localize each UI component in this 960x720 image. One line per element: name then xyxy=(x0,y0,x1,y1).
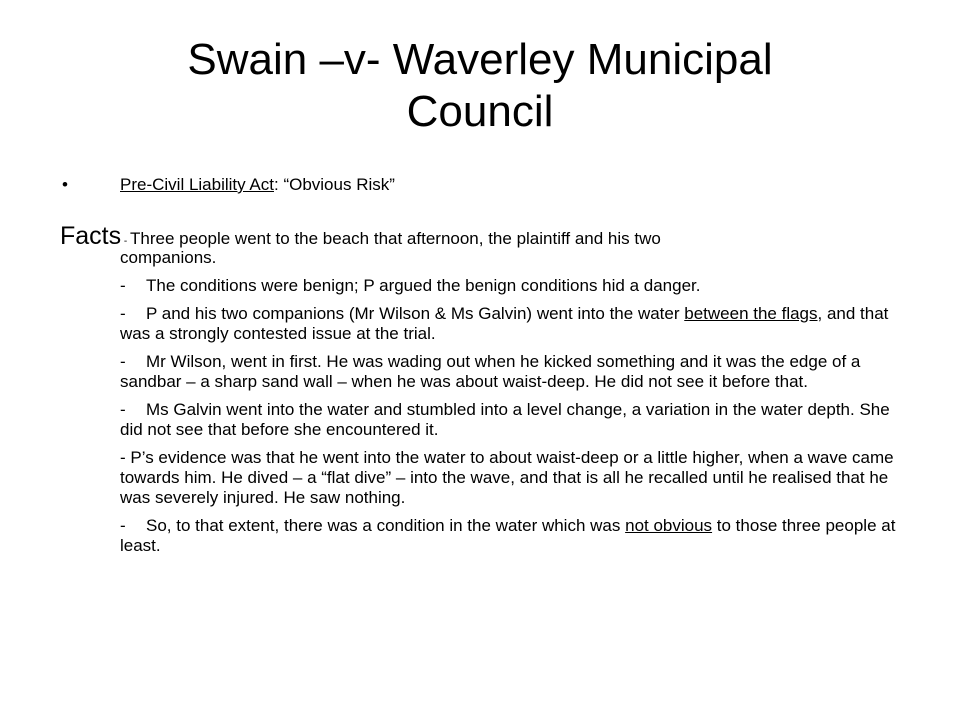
facts-first-text-end: companions. xyxy=(120,248,217,267)
fact-underlined-2: between the flags xyxy=(684,304,818,323)
bullet-rest: : “Obvious Risk” xyxy=(274,175,395,194)
facts-label: Facts xyxy=(60,222,122,250)
fact-dash-4: - xyxy=(120,400,126,419)
title-line-2: Council xyxy=(406,87,554,136)
facts-block xyxy=(60,222,900,556)
fact-item-4 xyxy=(60,400,900,440)
fact-text-2a: P and his two companions (Mr Wilson & Ms Galvin) went into the water xyxy=(146,304,680,323)
fact-dash-6: - xyxy=(120,516,126,535)
fact-dash-1: - xyxy=(120,276,126,295)
fact-item-6 xyxy=(60,516,900,556)
fact-text-2b: , and that was a strongly contested issue at the trial. xyxy=(120,304,889,343)
fact-dash-5: - xyxy=(120,448,131,467)
act-name: Pre-Civil Liability Act xyxy=(120,175,274,194)
bullet-symbol: • xyxy=(62,175,68,194)
fact-item-5 xyxy=(60,448,900,508)
fact-text-1: The conditions were benign; P argued the benign conditions hid a danger. xyxy=(146,276,701,295)
fact-text-3: Mr Wilson, went in first. He was wading out when he kicked something and it was the edge of a sandbar – a sharp sand wall – when he was about waist-deep. He did not see it before that. xyxy=(120,352,861,391)
fact-text-6a: So, to that extent, there was a condition in the water which was xyxy=(146,516,626,535)
fact-item-2 xyxy=(60,304,900,344)
fact-dash-3: - xyxy=(120,352,126,371)
title-line-1: Swain –v- Waverley Municipal xyxy=(187,35,773,84)
fact-item-1 xyxy=(60,276,900,296)
fact-text-4: Ms Galvin went into the water and stumbled into a level change, a variation in the water depth. She did not see that before she encountered it. xyxy=(120,400,890,439)
bullet-item xyxy=(62,174,395,196)
fact-text-5: P’s evidence was that he went into the water to about waist-deep or a little higher, when a wave came towards him. He dived – a “flat dive” – into the wave, and that is all he recalled until he realised that he was severely injured. He saw nothing. xyxy=(120,448,894,507)
facts-first-text: Three people went to the beach that afternoon, the plaintiff and his two xyxy=(130,229,661,248)
slide-title xyxy=(60,34,900,138)
fact-text-6b: to those three people at least. xyxy=(120,516,896,555)
facts-first-line xyxy=(60,222,900,250)
facts-first-dash: - xyxy=(121,236,131,247)
fact-dash-2: - xyxy=(120,304,126,323)
fact-item-3 xyxy=(60,352,900,392)
fact-underlined-6: not obvious xyxy=(625,516,713,535)
